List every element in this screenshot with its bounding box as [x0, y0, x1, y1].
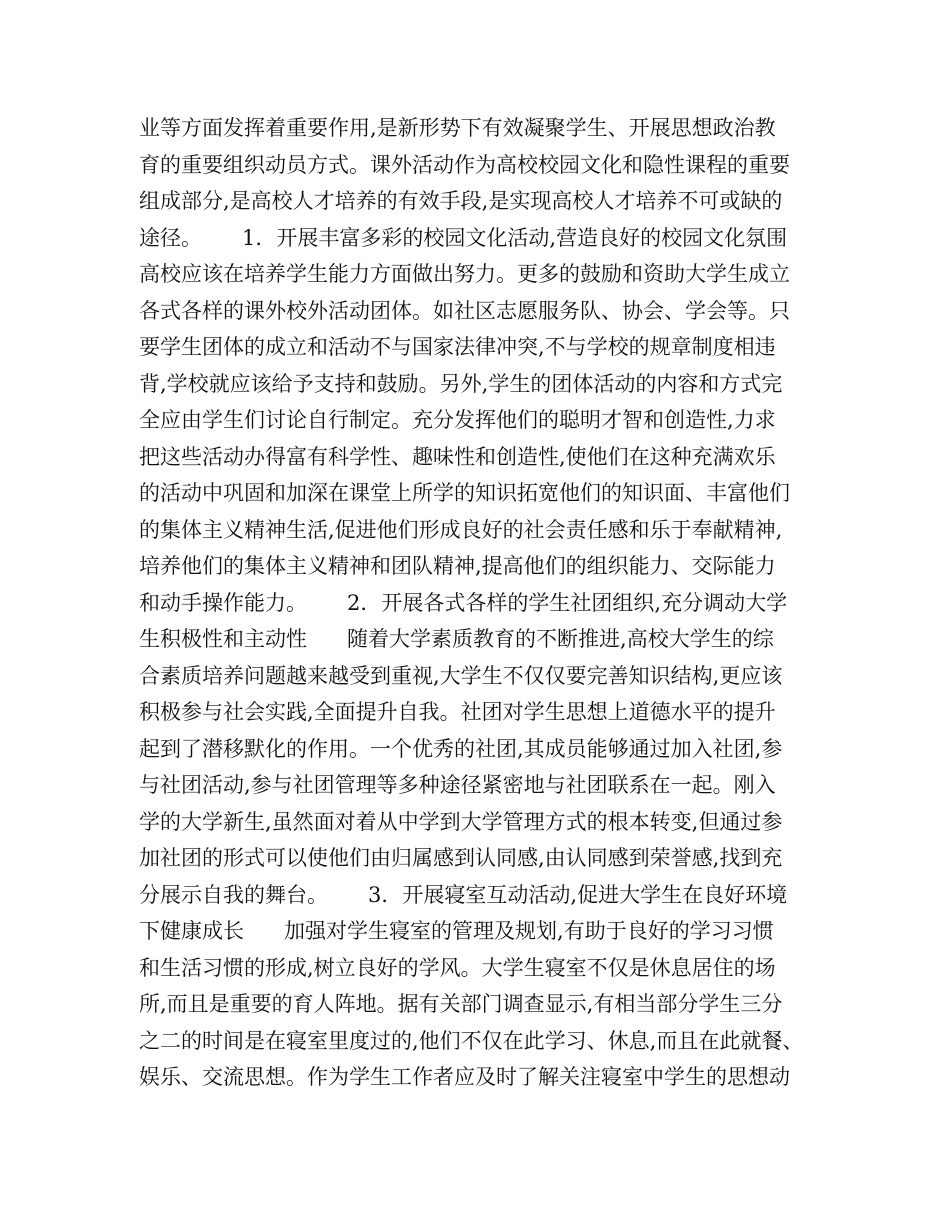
text-line: 与社团活动,参与社团管理等多种途径紧密地与社团联系在一起。刚入 [139, 773, 776, 797]
text-line: 育的重要组织动员方式。课外活动作为高校校园文化和隐性课程的重要 [139, 152, 790, 177]
text-line: 起到了潜移默化的作用。一个优秀的社团,其成员能够通过加入社团,参 [139, 736, 783, 761]
text-line: 和生活习惯的形成,树立良好的学风。大学生寝室不仅是休息居住的场 [139, 955, 776, 980]
text-line: 的活动中巩固和加深在课堂上所学的知识拓宽他们的知识面、丰富他们 [139, 481, 790, 505]
text-line: 把这些活动办得富有科学性、趣味性和创造性,使他们在这种充满欢乐 [139, 444, 776, 469]
text-line: 和动手操作能力。 2．开展各式各样的学生社团组织,充分调动大学 [139, 590, 788, 615]
text-line: 下健康成长 加强对学生寝室的管理及规划,有助于良好的学习习惯 [139, 919, 774, 943]
text-line: 所,而且是重要的育人阵地。据有关部门调查显示,有相当部分学生三分 [139, 992, 783, 1016]
text-line: 各式各样的课外校外活动团体。如社区志愿服务队、协会、学会等。只 [139, 298, 790, 323]
text-line: 背,学校就应该给予支持和鼓励。另外,学生的团体活动的内容和方式完 [139, 371, 783, 396]
text-line: 全应由学生们讨论自行制定。充分发挥他们的聪明才智和创造性,力求 [139, 408, 776, 432]
text-line: 生积极性和主动性 随着大学素质教育的不断推进,高校大学生的综 [139, 627, 774, 651]
text-line: 学的大学新生,虽然面对着从中学到大学管理方式的根本转变,但通过参 [139, 809, 783, 834]
text-line: 的集体主义精神生活,促进他们形成良好的社会责任感和乐于奉献精神, [139, 517, 783, 542]
text-line: 要学生团体的成立和活动不与国家法律冲突,不与学校的规章制度相违 [139, 335, 776, 359]
text-line: 娱乐、交流思想。作为学生工作者应及时了解关注寝室中学生的思想动 [139, 1065, 790, 1089]
text-line: 合素质培养问题越来越受到重视,大学生不仅仅要完善知识结构,更应该 [139, 663, 783, 688]
text-line: 培养他们的集体主义精神和团队精神,提高他们的组织能力、交际能力 [139, 554, 776, 578]
text-line: 加社团的形式可以使他们由归属感到认同感,由认同感到荣誉感,找到充 [139, 846, 783, 870]
text-line: 途径。 1．开展丰富多彩的校园文化活动,营造良好的校园文化氛围 [139, 225, 788, 250]
text-line: 积极参与社会实践,全面提升自我。社团对学生思想上道德水平的提升 [139, 700, 776, 724]
text-line: 业等方面发挥着重要作用,是新形势下有效凝聚学生、开展思想政治教 [139, 116, 776, 140]
text-line: 之二的时间是在寝室里度过的,他们不仅在此学习、休息,而且在此就餐、 [139, 1028, 804, 1053]
text-line: 分展示自我的舞台。 3．开展寝室互动活动,促进大学生在良好环境 [139, 882, 788, 907]
document-body [139, 110, 839, 1096]
text-line: 高校应该在培养学生能力方面做出努力。更多的鼓励和资助大学生成立 [139, 262, 790, 286]
text-line: 组成部分,是高校人才培养的有效手段,是实现高校人才培养不可或缺的 [139, 189, 783, 213]
